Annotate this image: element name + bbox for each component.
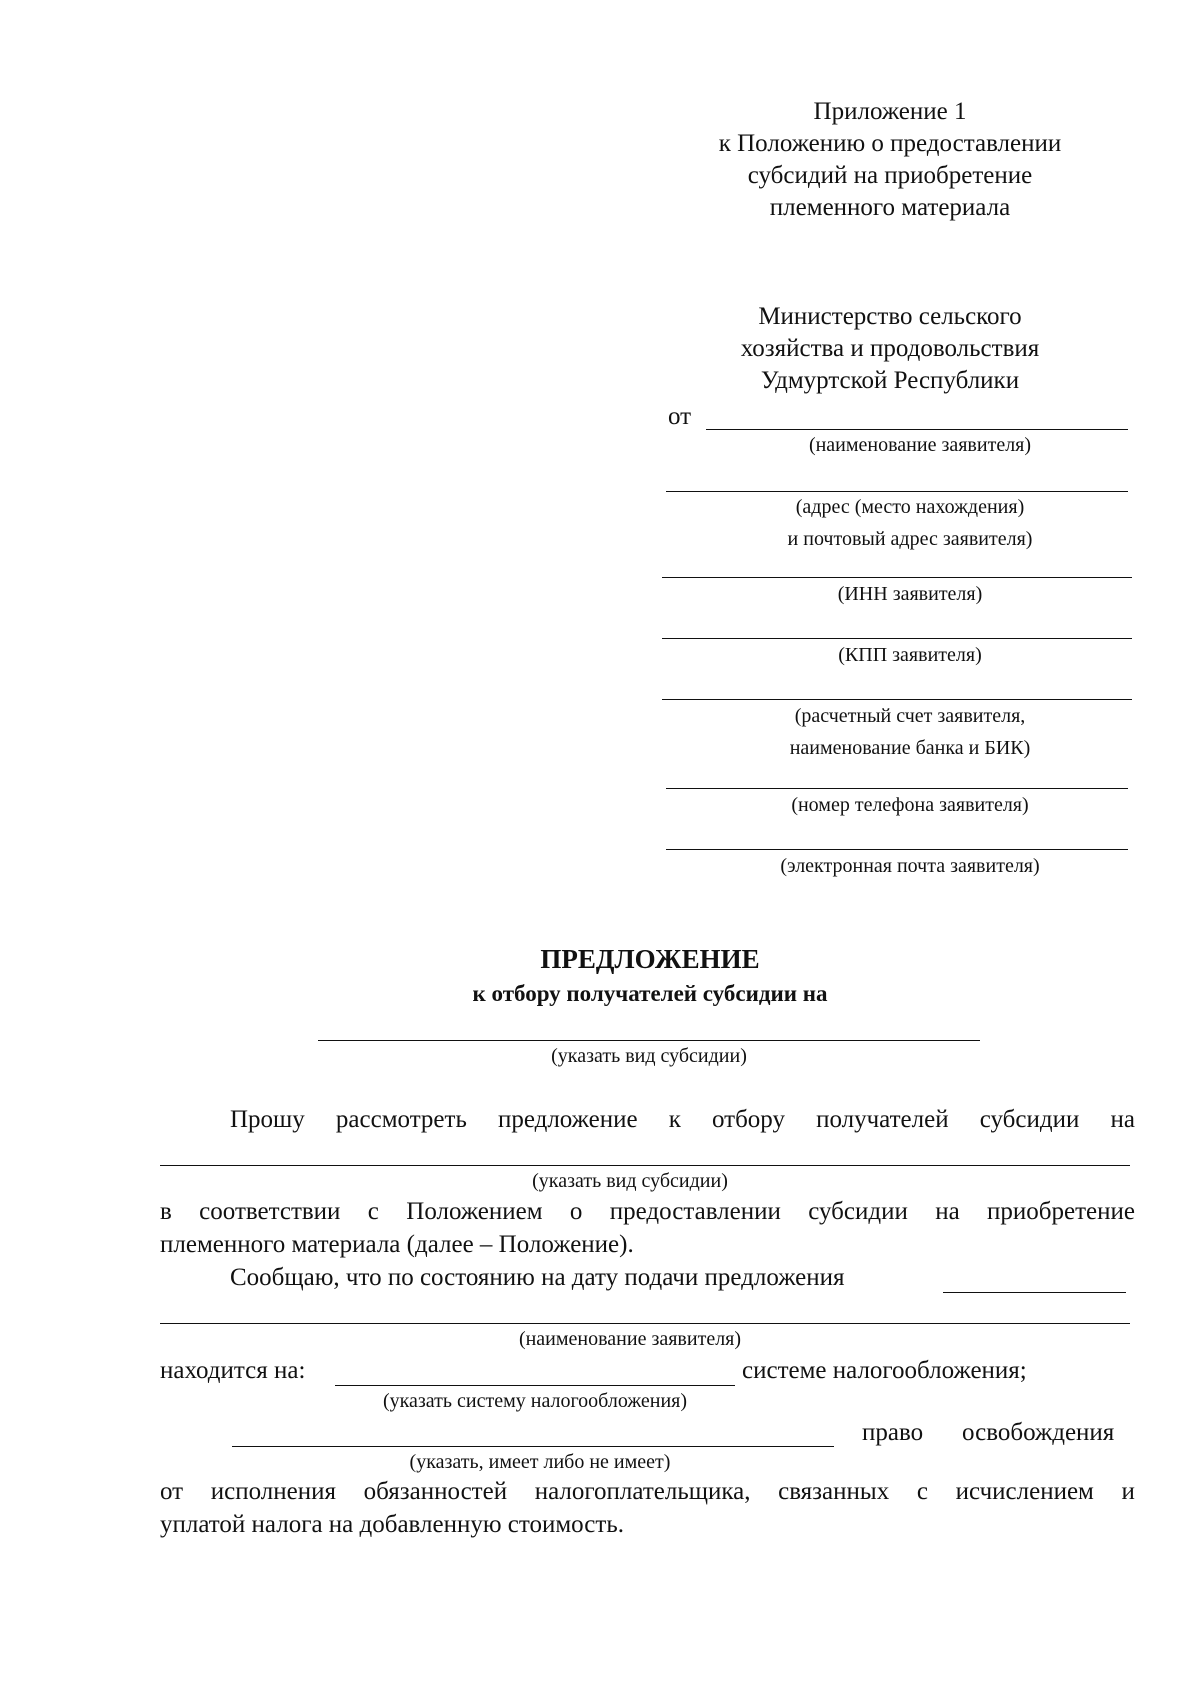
word: о: [569, 1198, 583, 1225]
exemption-caption: (указать, имеет либо не имеет): [409, 1451, 671, 1473]
exemption-line[interactable]: [232, 1446, 834, 1447]
tax-system-text: системе налогообложения;: [742, 1357, 1027, 1384]
recipient-block: [650, 301, 1130, 397]
word: с: [367, 1198, 379, 1225]
appendix-block: [650, 96, 1130, 224]
inn-caption: (ИНН заявителя): [837, 583, 983, 605]
word: налогоплательщика,: [534, 1478, 751, 1505]
word: приобретение: [987, 1198, 1135, 1225]
address-line[interactable]: [666, 491, 1128, 492]
applicant-name-line[interactable]: [706, 429, 1128, 430]
recipient-line: Министерство сельского: [758, 303, 1022, 330]
document-title: ПРЕДЛОЖЕНИЕ: [540, 944, 760, 974]
account-caption-line: наименование банка и БИК): [789, 737, 1031, 759]
address-caption-line: (адрес (место нахождения): [795, 496, 1025, 518]
account-caption: [680, 703, 1140, 761]
word: субсидии: [979, 1106, 1080, 1133]
email-caption: (электронная почта заявителя): [780, 855, 1040, 877]
word: исполнения: [210, 1478, 336, 1505]
status-applicant-caption: (наименование заявителя): [518, 1328, 742, 1350]
word: исчислением: [955, 1478, 1094, 1505]
request-subsidy-line[interactable]: [160, 1165, 1130, 1166]
word: в: [160, 1198, 172, 1225]
word: на: [935, 1198, 960, 1225]
appendix-line: племенного материала: [769, 194, 1011, 221]
word: обязанностей: [363, 1478, 508, 1505]
word: связанных: [778, 1478, 890, 1505]
account-line[interactable]: [662, 699, 1132, 700]
tax-system-caption: (указать систему налогообложения): [382, 1390, 688, 1412]
word: соответствии: [199, 1198, 341, 1225]
request-paragraph: [230, 1104, 1135, 1136]
status-applicant-line[interactable]: [160, 1323, 1130, 1324]
phone-caption: (номер телефона заявителя): [791, 794, 1029, 816]
subsidy-type-line[interactable]: [318, 1040, 980, 1041]
email-line[interactable]: [666, 849, 1128, 850]
address-caption: [680, 494, 1140, 552]
inn-line[interactable]: [662, 577, 1132, 578]
word: получателей: [816, 1106, 949, 1133]
kpp-line[interactable]: [662, 638, 1132, 639]
status-text: Сообщаю, что по состоянию на дату подачи предложения: [230, 1264, 845, 1291]
regulation-line-2: племенного материала (далее – Положение).: [160, 1231, 634, 1258]
phone-line[interactable]: [666, 788, 1128, 789]
located-label: находится на:: [160, 1357, 306, 1384]
word: Прошу: [230, 1106, 305, 1133]
word: с: [916, 1478, 928, 1505]
recipient-line: хозяйства и продовольствия: [740, 335, 1040, 362]
final-line-1: [160, 1476, 1135, 1508]
status-date-line[interactable]: [943, 1292, 1126, 1293]
word: на: [1110, 1106, 1135, 1133]
request-subsidy-caption: (указать вид субсидии): [532, 1170, 728, 1192]
subsidy-type-caption: (указать вид субсидии): [551, 1045, 747, 1067]
final-line-2: уплатой налога на добавленную стоимость.: [160, 1511, 624, 1538]
from-label: от: [668, 403, 692, 430]
word: предложение: [497, 1106, 638, 1133]
word: к: [668, 1106, 681, 1133]
regulation-line-1: [160, 1196, 1135, 1228]
word: отбору: [711, 1106, 785, 1133]
word: субсидии: [808, 1198, 908, 1225]
account-caption-line: (расчетный счет заявителя,: [794, 705, 1026, 727]
word: предоставлении: [609, 1198, 781, 1225]
appendix-line: субсидий на приобретение: [747, 162, 1033, 189]
right-word: право: [862, 1419, 924, 1446]
document-subtitle: к отбору получателей субсидии на: [472, 981, 828, 1006]
address-caption-line: и почтовый адрес заявителя): [787, 528, 1033, 550]
exemption-word: освобождения: [962, 1419, 1115, 1446]
word: рассмотреть: [335, 1106, 467, 1133]
appendix-line: Приложение 1: [813, 98, 967, 125]
tax-system-line[interactable]: [335, 1385, 735, 1386]
appendix-line: к Положению о предоставлении: [718, 130, 1062, 157]
applicant-name-caption: (наименование заявителя): [808, 434, 1032, 456]
word: и: [1121, 1478, 1135, 1505]
word: от: [160, 1478, 184, 1505]
recipient-line: Удмуртской Республики: [760, 367, 1020, 394]
kpp-caption: (КПП заявителя): [838, 644, 982, 666]
word: Положением: [406, 1198, 543, 1225]
